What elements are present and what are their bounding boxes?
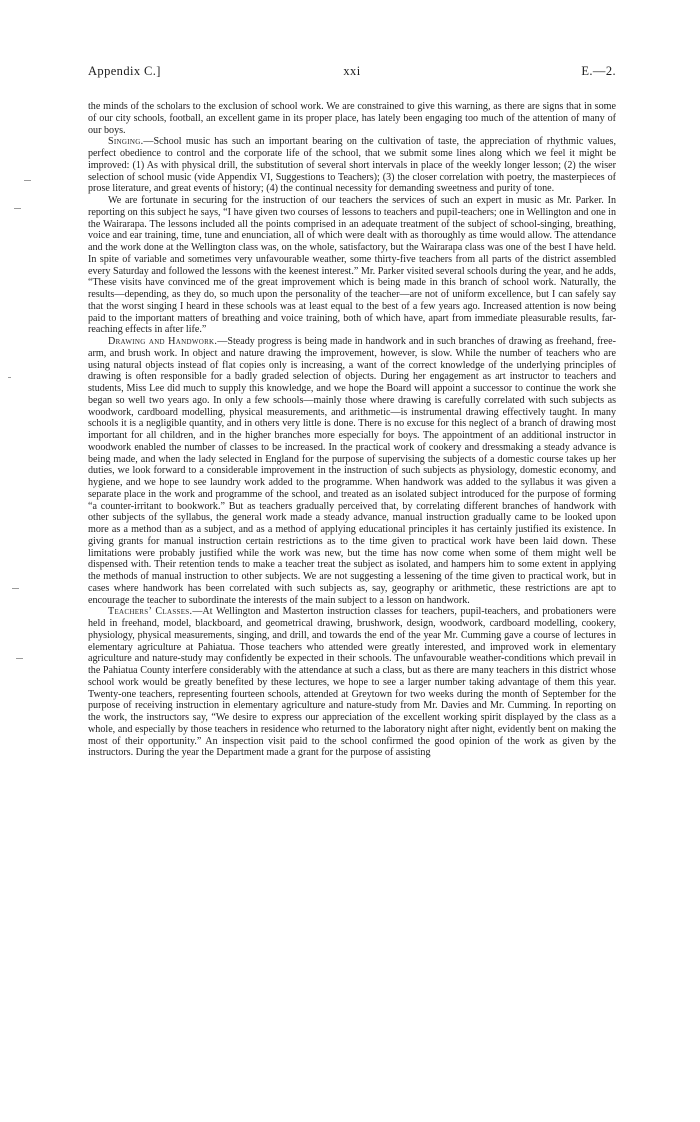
margin-speck xyxy=(14,208,21,209)
paragraph-text: —At Wellington and Masterton instruction classes for teachers, pupil-teachers, and probationers were held in freehand, model, blackboard, and geometrical drawing, brushwork, design, woodwork, cardboard modelling, cookery, physiology, physical measurements, singing, and drill, and towards the end of the year Mr. Cumming gave a course of lectures in elementary agriculture at Pahiatua. Those teachers who attended were greatly interested, and improved work in elementary agriculture and nature-study may confidently be expected in their schools. The unfavourable weather-conditions which prevail in the Pahiatua County interfere considerably with the attendance at such a class, but as there are many teachers in this district whose school work would be greatly benefited by these lectures, we hope to see a larger number taking advantage of them this year. Twenty-one teachers, representing fourteen schools, attended at Greytown for two weeks during the month of September for the purpose of receiving instruction in elementary agriculture and nature-study from Mr. Davies and Mr. Cumming. In reporting on the work, the instructors say, “We desire to express our appreciation of the excellent working spirit displayed by the class as a whole, and especially by those teachers in residence who returned to the laboratory night after night, evidently bent on making the most of their opportunity.” An inspection visit paid to the school confirmed the good opinion of the work as given by the instructors. During the year the Department made a grant for the purpose of assisting xyxy=(88,606,616,759)
body-text xyxy=(88,101,616,759)
section-heading-singing: Singing. xyxy=(108,136,144,148)
paragraph-teachers-classes xyxy=(88,606,616,759)
margin-speck xyxy=(8,377,11,378)
document-page xyxy=(88,64,616,759)
running-header xyxy=(88,64,616,82)
paragraph-music-instruction xyxy=(88,195,616,336)
paragraph-text: the minds of the scholars to the exclusion of school work. We are constrained to give this warning, as there are signs that in some of our city schools, football, an excellent game in its proper place, has lately been engaging too much of the attention of many of our boys. xyxy=(88,101,616,136)
paragraph-text: —Steady progress is being made in handwork and in such branches of drawing as freehand, free-arm, and brush work. In object and nature drawing the improvement, however, is slow. While the number of teachers who are using natural objects instead of flat copies only is increasing, a want of the correct knowledge of the underlying principles of drawing is often responsible for a badly graded selection of objects. During her engagement as art instructor to teachers and students, Miss Lee did much to supply this knowledge, and we hope the Board will appoint a successor to continue the work she began so well two years ago. In only a few schools—mainly those where drawing is carefully correlated with such subjects as woodwork, cardboard modelling, physical measurements, and arithmetic—is instrumental drawing effectively taught. In many schools it is a negligible quantity, and in others very little is done. There is no excuse for this neglect of a branch of drawing most important for all children, and in the higher branches more especially for boys. The appointment of an additional instructor in woodwork enabled the number of classes to be increased. In the practical work of cookery and dressmaking a steady advance is being made, and when the lady selected in England for the purpose of supervising the subjects of a domestic course takes up her duties, we look forward to a considerable improvement in the instruction of such subjects as physiology, domestic economy, and hygiene, and we hope to see laundry work added to the programme. When handwork was added to the syllabus it was given a separate place in the work and programme of the school, and treated as an isolated subject introduced for the purpose of forming “a counter-irritant to bookwork.” But as teachers gradually perceived that, by correlating different branches of handwork with other subjects of the syllabus, the general work made a steady advance, manual instruction gradually came to be looked upon more as a method than as a subject, and as a method of applying educational principles it has certainly justified its existence. In giving grants for manual instruction certain restrictions as to the time given to practical work have been laid down. These limitations were probably justified while the work was new, but the time has now come when some of them might well be dispensed with. Their retention tends to make a teacher treat the subject as isolated, and hampers him to some extent in applying the methods of manual instruction to other subjects. We are not suggesting a lessening of the time given to practical work, but in cases where handwork has been correlated with such subjects as, say, geography or arithmetic, these restrictions are apt to encourage the teacher to subordinate the interests of the main subject to a lesson on handwork. xyxy=(88,336,616,606)
section-heading-drawing-handwork: Drawing and Handwork. xyxy=(108,336,218,347)
page-number: xxi xyxy=(343,64,361,78)
paragraph-drawing-handwork xyxy=(88,336,616,606)
paragraph-singing xyxy=(88,136,616,195)
margin-speck xyxy=(12,588,19,589)
margin-speck xyxy=(24,180,31,181)
paragraph-continuation xyxy=(88,101,616,136)
section-heading-teachers-classes: Teachers’ Classes. xyxy=(108,606,193,618)
paragraph-text: —School music has such an important bearing on the cultivation of taste, the appreciation of rhythmic values, perfect obedience to control and the corporate life of the school, that we submit some lines along which we feel it might be improved: (1) As with physical drill, the substitution of several short intervals in place of the weekly longer lesson; (2) the wiser selection of school music (vide Appendix VI, Suggestions to Teachers); (3) the closer correlation with poetry, the masterpieces of prose literature, and great events of history; (4) the continual necessity for demanding sweetness and purity of tone. xyxy=(88,136,616,195)
paragraph-text: We are fortunate in securing for the instruction of our teachers the services of such an expert in music as Mr. Parker. In reporting on this subject he says, “I have given two courses of lessons to teachers and pupil-teachers; one in Wellington and one in the Wairarapa. The lessons included all the points comprised in an adequate treatment of the subject of school-singing, breathing, voice and ear training, time, tune and enunciation, all of which were dealt with as thoroughly as time would allow. The attendance and the work done at the Wellington class was, on the whole, satisfactory, but the Wairarapa class was one of the best I have held. In spite of variable and sometimes very unfavourable weather, some thirty-five teachers from all parts of the district assembled every Saturday and followed the lessons with the keenest interest.” Mr. Parker visited several schools during the year, and he adds, “These visits have convinced me of the great improvement which is being made in this branch of school work. Naturally, the results—depending, as they do, so much upon the personality of the teacher—are not of uniform excellence, but I can safely say that the worst singing I heard in these schools was at least equal to the best of a few years ago. Increased attention is now being paid to the important matters of breathing and voice training, both of which have, apart from immediate pleasurable results, far-reaching effects in after life.” xyxy=(88,195,616,336)
header-document-code: E.—2. xyxy=(581,64,616,78)
header-appendix-label: Appendix C.] xyxy=(88,64,161,78)
margin-speck xyxy=(16,658,23,659)
